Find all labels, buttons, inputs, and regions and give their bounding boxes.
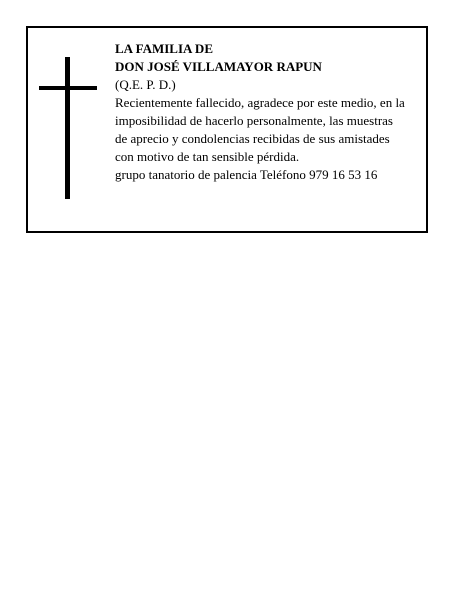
cross-vertical-bar (65, 57, 70, 199)
contact-line: grupo tanatorio de palencia Teléfono 979 16 53 16 (115, 167, 378, 182)
deceased-name: DON JOSÉ VILLAMAYOR RAPUN (115, 59, 322, 74)
body-line-3: de aprecio y condolencias recibidas de sus amistades (115, 131, 390, 146)
cross-horizontal-bar (39, 86, 97, 90)
obituary-notice (26, 26, 428, 233)
family-heading: LA FAMILIA DE (115, 41, 213, 56)
notice-text (115, 40, 425, 184)
qepd-text: (Q.E. P. D.) (115, 77, 176, 92)
body-line-2: imposibilidad de hacerlo personalmente, las muestras (115, 113, 393, 128)
body-line-1: Recientemente fallecido, agradece por este medio, en la (115, 95, 405, 110)
body-line-4: con motivo de tan sensible pérdida. (115, 149, 300, 164)
